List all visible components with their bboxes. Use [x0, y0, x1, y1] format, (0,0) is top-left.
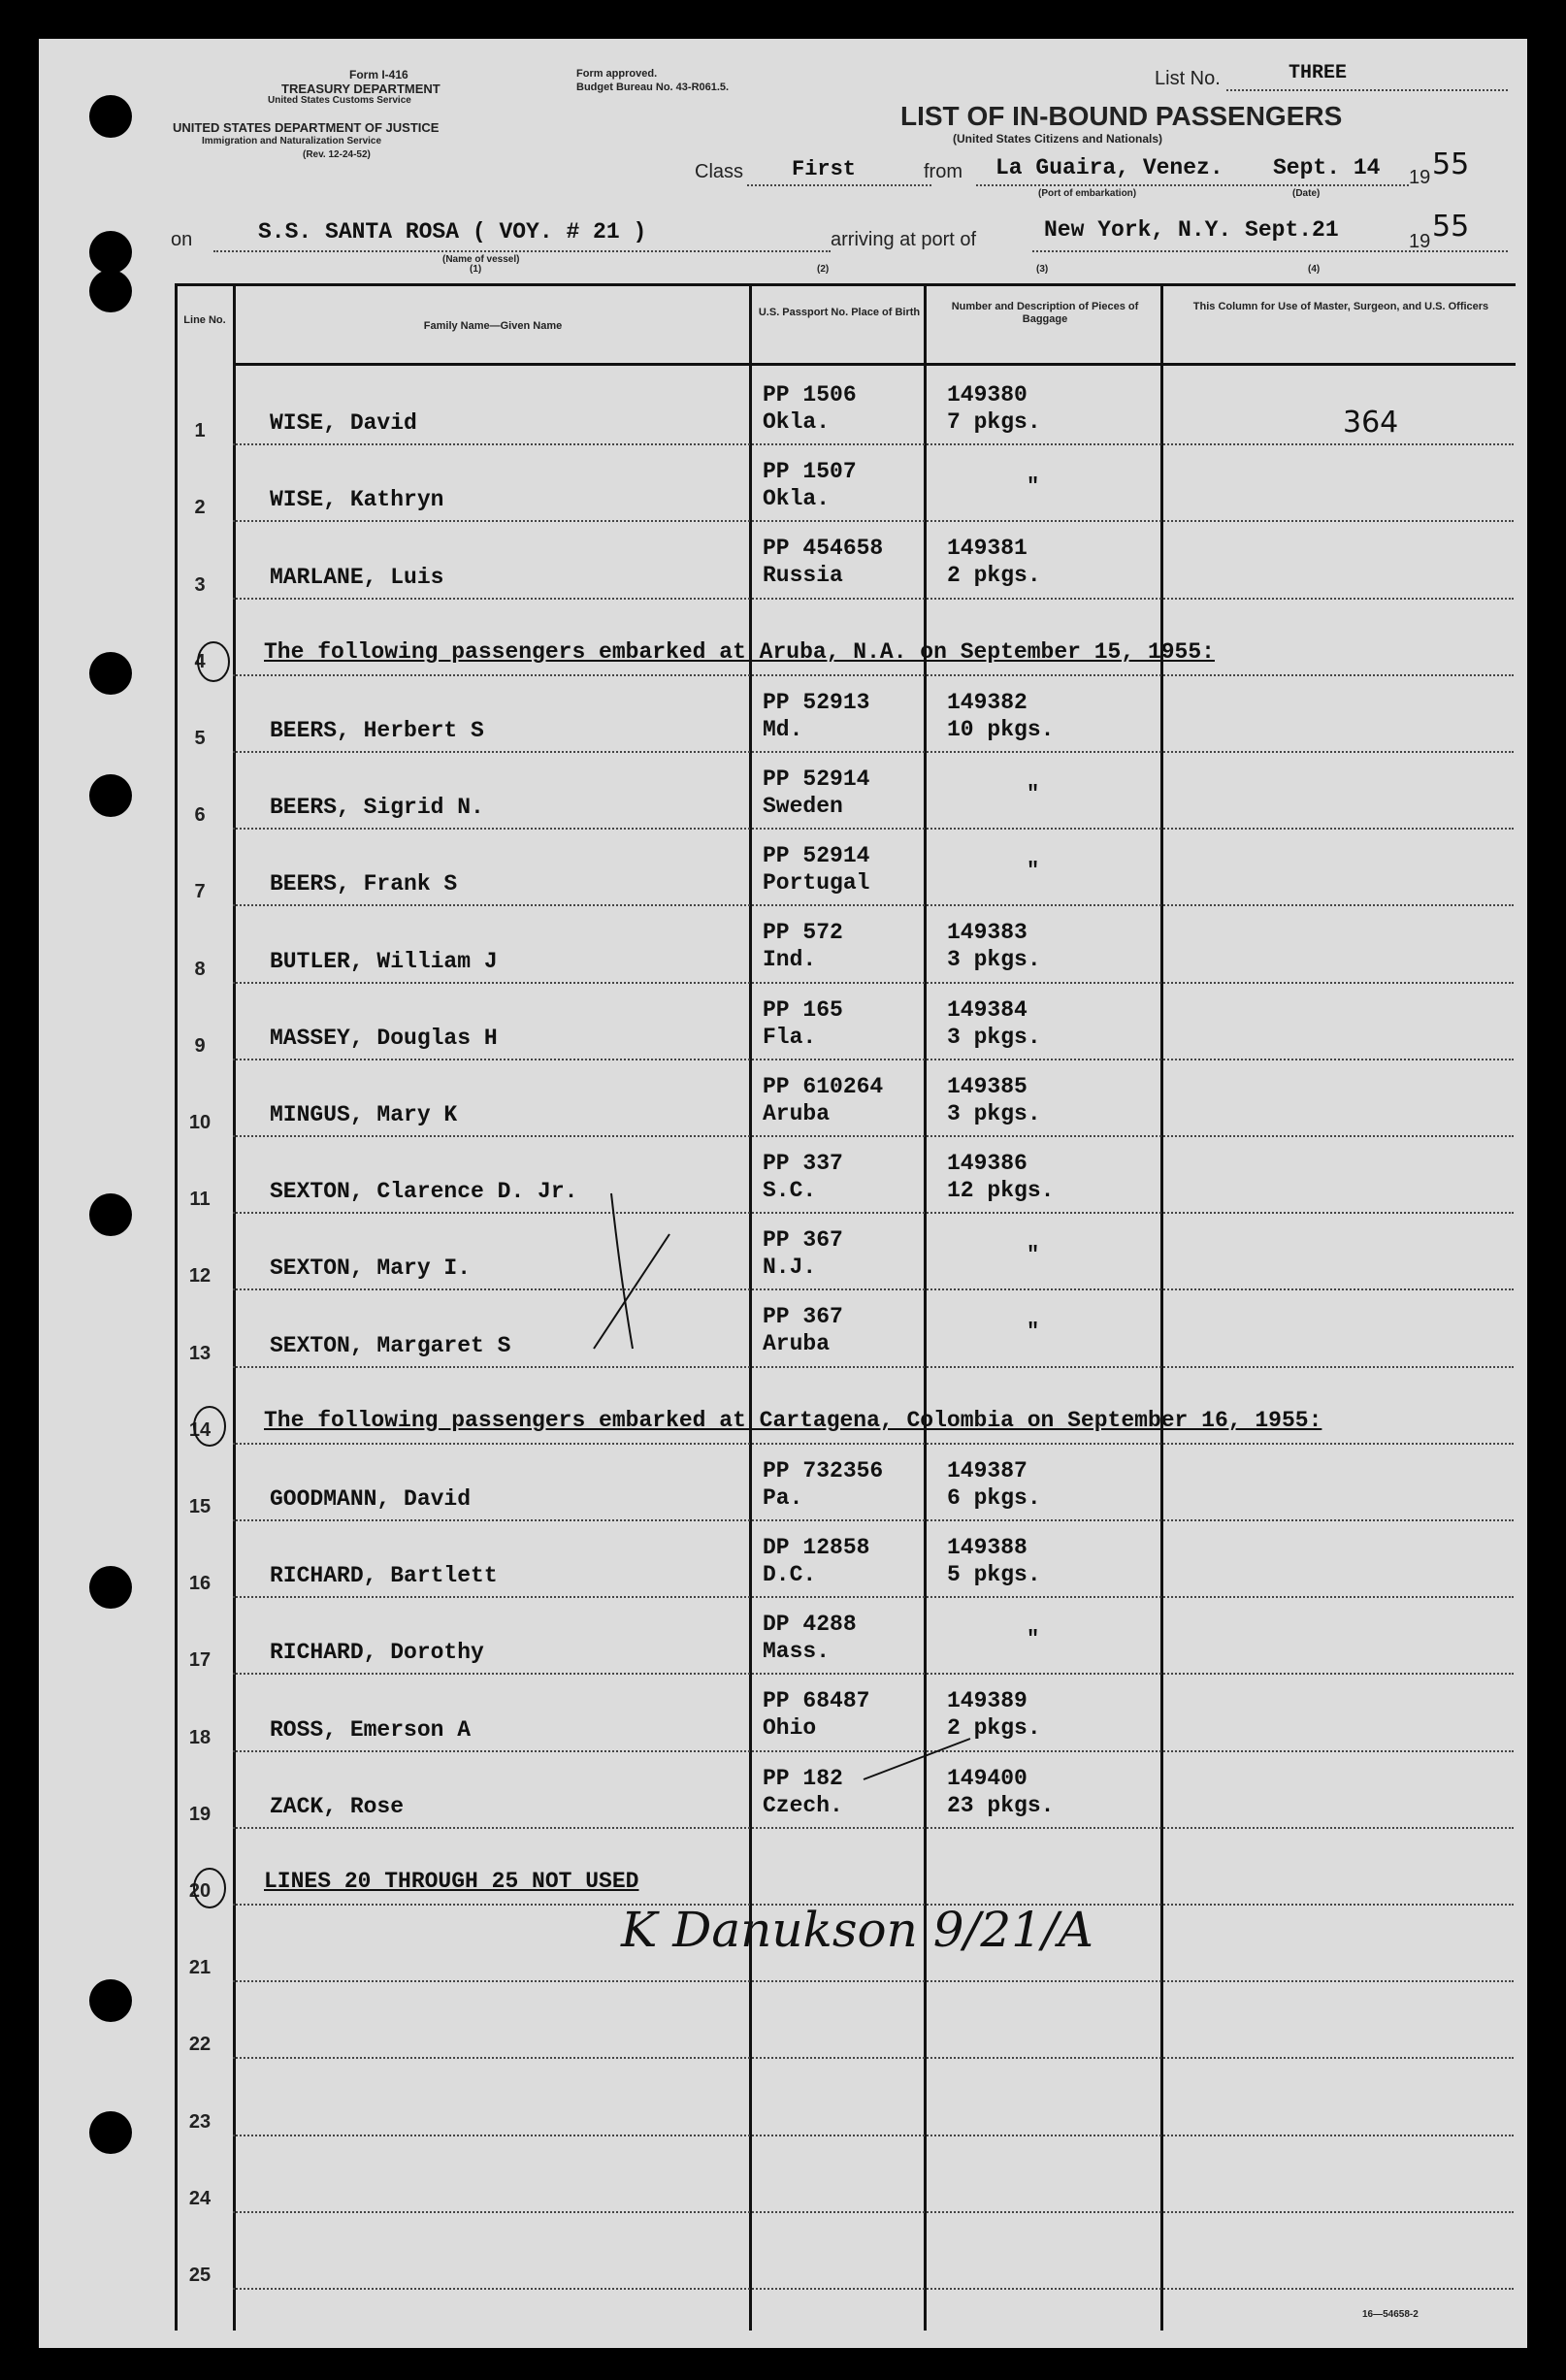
- place-of-birth: Sweden: [763, 794, 843, 819]
- line-number: 19: [188, 1803, 212, 1825]
- baggage-pieces: 10 pkgs.: [947, 716, 1055, 742]
- year-value: 55: [1432, 147, 1470, 181]
- place-of-birth: Ohio: [763, 1715, 817, 1742]
- class-value: First: [792, 157, 857, 181]
- line-number: 4: [194, 650, 206, 672]
- passport-number: PP 165: [763, 996, 843, 1023]
- passenger-name: SEXTON, Clarence D. Jr.: [270, 1179, 578, 1205]
- baggage-pieces: 6 pkgs.: [947, 1484, 1041, 1511]
- arrival-port-date: New York, N.Y. Sept.21: [1044, 217, 1339, 243]
- passport-number: PP 732356: [763, 1457, 884, 1483]
- place-of-birth: Okla.: [763, 486, 831, 512]
- passport-number: PP 182: [763, 1765, 843, 1791]
- vessel-caption: (Name of vessel): [442, 254, 520, 265]
- date-caption: (Date): [1292, 188, 1321, 199]
- passenger-name: BEERS, Sigrid N.: [270, 795, 484, 821]
- place-of-birth: Md.: [763, 716, 803, 742]
- customs-service: United States Customs Service: [268, 95, 411, 106]
- line-number: 21: [188, 1957, 212, 1979]
- baggage-number: 149381: [947, 536, 1028, 562]
- baggage-number: 149385: [947, 1073, 1028, 1099]
- line-number: 2: [194, 497, 206, 519]
- passport-number: PP 454658: [763, 536, 884, 562]
- passport-number: PP 1507: [763, 459, 857, 485]
- passport-number: PP 572: [763, 920, 843, 946]
- place-of-birth: Fla.: [763, 1024, 817, 1050]
- arriving-label: arriving at port of: [831, 229, 977, 250]
- baggage-pieces: 7 pkgs.: [947, 409, 1041, 435]
- line-number: 23: [188, 2110, 212, 2133]
- baggage-number: 149387: [947, 1457, 1028, 1483]
- passenger-name: BEERS, Frank S: [270, 871, 458, 897]
- line-number: 5: [194, 728, 206, 749]
- passenger-name: RICHARD, Bartlett: [270, 1563, 498, 1589]
- baggage-number: 149380: [947, 382, 1028, 408]
- line-number: 25: [188, 2265, 212, 2286]
- from-label: from: [924, 161, 962, 182]
- line-number: 14: [188, 1418, 212, 1441]
- section-note: The following passengers embarked at Cartagena, Colombia on September 16, 1955:: [264, 1407, 1322, 1433]
- footer-code: 16—54658-2: [1362, 2309, 1419, 2320]
- immigration-service: Immigration and Naturalization Service: [202, 136, 382, 147]
- line-number: 12: [188, 1265, 212, 1288]
- line-number: 7: [194, 881, 206, 903]
- passenger-name: BEERS, Herbert S: [270, 718, 484, 743]
- page-subtitle: (United States Citizens and Nationals): [953, 132, 1163, 146]
- passenger-name: BUTLER, William J: [270, 948, 498, 974]
- ditto-mark: ": [1027, 782, 1040, 806]
- col-header-line-no: Line No.: [183, 314, 226, 326]
- place-of-birth: Portugal: [763, 870, 870, 897]
- passenger-name: MARLANE, Luis: [270, 564, 444, 590]
- col-caption-1: (1): [470, 264, 482, 275]
- list-no-label: List No.: [1155, 68, 1221, 89]
- section-note: The following passengers embarked at Aruba, N.A. on September 15, 1955:: [264, 638, 1215, 665]
- line-number: 10: [188, 1112, 212, 1133]
- passport-number: PP 68487: [763, 1688, 870, 1714]
- passenger-name: SEXTON, Margaret S: [270, 1332, 511, 1358]
- passport-number: PP 52914: [763, 766, 870, 792]
- baggage-number: 149388: [947, 1535, 1028, 1560]
- on-label: on: [171, 229, 193, 250]
- place-of-birth: Czech.: [763, 1792, 843, 1818]
- ditto-mark: ": [1027, 474, 1040, 500]
- passport-number: DP 4288: [763, 1612, 857, 1638]
- passport-number: PP 52913: [763, 689, 870, 715]
- passenger-name: RICHARD, Dorothy: [270, 1640, 484, 1666]
- col-caption-3: (3): [1036, 264, 1049, 275]
- line-number: 20: [188, 1880, 212, 1902]
- ditto-mark: ": [1027, 1320, 1040, 1345]
- line-number: 1: [194, 420, 206, 442]
- form-approved: Form approved.: [576, 68, 658, 80]
- page-title: LIST OF IN-BOUND PASSENGERS: [900, 101, 1343, 131]
- passport-number: PP 337: [763, 1151, 843, 1176]
- passport-number: PP 52914: [763, 843, 870, 869]
- inspector-signature: K Danukson 9/21/A: [621, 1902, 1093, 1958]
- manifest-sheet: [39, 39, 1527, 2348]
- place-of-birth: Aruba: [763, 1100, 831, 1126]
- passenger-name: GOODMANN, David: [270, 1486, 472, 1512]
- line-number: 13: [188, 1342, 212, 1364]
- treasury-dept: TREASURY DEPARTMENT: [281, 82, 440, 96]
- passport-number: PP 367: [763, 1304, 843, 1330]
- baggage-pieces: 2 pkgs.: [947, 563, 1041, 589]
- line-number: 16: [188, 1573, 212, 1595]
- arrival-year-prefix: 19: [1409, 231, 1431, 252]
- place-of-birth: Pa.: [763, 1484, 803, 1511]
- line-number: 9: [194, 1034, 206, 1057]
- section-note: LINES 20 THROUGH 25 NOT USED: [264, 1869, 639, 1894]
- port-of-embarkation: La Guaira, Venez.: [995, 155, 1223, 180]
- passenger-name: MINGUS, Mary K: [270, 1102, 458, 1127]
- passport-number: PP 610264: [763, 1073, 884, 1099]
- col-header-baggage: Number and Description of Pieces of Baggage: [951, 301, 1139, 325]
- ditto-mark: ": [1027, 1627, 1040, 1652]
- passenger-name: SEXTON, Mary I.: [270, 1255, 472, 1282]
- list-no-value: THREE: [1289, 62, 1348, 84]
- baggage-pieces: 5 pkgs.: [947, 1562, 1041, 1587]
- baggage-number: 149384: [947, 996, 1028, 1023]
- arrival-year-value: 55: [1432, 210, 1470, 244]
- place-of-birth: N.J.: [763, 1255, 817, 1281]
- place-of-birth: Russia: [763, 563, 843, 589]
- line-number: 6: [194, 804, 206, 827]
- ditto-mark: ": [1027, 859, 1040, 884]
- col-header-name: Family Name—Given Name: [423, 320, 563, 332]
- line-number: 24: [188, 2187, 212, 2209]
- line-number: 11: [189, 1189, 211, 1211]
- baggage-pieces: 2 pkgs.: [947, 1715, 1041, 1742]
- budget-bureau: Budget Bureau No. 43-R061.5.: [576, 82, 730, 93]
- revision: (Rev. 12-24-52): [303, 149, 371, 160]
- justice-dept: UNITED STATES DEPARTMENT OF JUSTICE: [173, 120, 440, 135]
- passenger-name: WISE, Kathryn: [270, 487, 444, 513]
- place-of-birth: Ind.: [763, 947, 817, 973]
- baggage-pieces: 12 pkgs.: [947, 1178, 1055, 1203]
- passport-number: PP 1506: [763, 382, 857, 408]
- passenger-name: ZACK, Rose: [270, 1793, 405, 1819]
- baggage-number: 149400: [947, 1765, 1028, 1791]
- baggage-number: 149389: [947, 1688, 1028, 1714]
- place-of-birth: Aruba: [763, 1331, 831, 1357]
- baggage-pieces: 3 pkgs.: [947, 947, 1041, 973]
- place-of-birth: Okla.: [763, 409, 831, 435]
- form-number: Form I-416: [349, 68, 408, 82]
- line-number: 15: [188, 1496, 212, 1517]
- baggage-number: 149382: [947, 689, 1028, 715]
- line-number: 18: [188, 1726, 212, 1748]
- baggage-number: 149386: [947, 1151, 1028, 1176]
- vessel-name: S.S. SANTA ROSA ( VOY. # 21 ): [258, 219, 647, 245]
- passport-number: DP 12858: [763, 1535, 870, 1560]
- passenger-name: MASSEY, Douglas H: [270, 1025, 498, 1051]
- baggage-number: 149383: [947, 920, 1028, 946]
- baggage-pieces: 3 pkgs.: [947, 1024, 1041, 1050]
- departure-date: Sept. 14: [1273, 155, 1381, 180]
- baggage-pieces: 23 pkgs.: [947, 1792, 1055, 1818]
- col-header-passport: U.S. Passport No. Place of Birth: [758, 307, 921, 318]
- place-of-birth: S.C.: [763, 1178, 817, 1203]
- passport-number: PP 367: [763, 1227, 843, 1254]
- place-of-birth: Mass.: [763, 1639, 831, 1665]
- ditto-mark: ": [1027, 1243, 1040, 1268]
- place-of-birth: D.C.: [763, 1562, 817, 1587]
- col-caption-4: (4): [1308, 264, 1321, 275]
- line-number: 8: [194, 958, 206, 980]
- pen-marks: [39, 39, 1527, 2348]
- line-number: 22: [188, 2034, 212, 2056]
- class-label: Class: [695, 161, 744, 182]
- baggage-pieces: 3 pkgs.: [947, 1100, 1041, 1126]
- line-number: 17: [188, 1649, 212, 1672]
- year-prefix: 19: [1409, 167, 1431, 188]
- port-caption: (Port of embarkation): [1038, 188, 1137, 199]
- passenger-name: ROSS, Emerson A: [270, 1716, 472, 1743]
- col-caption-2: (2): [817, 264, 830, 275]
- line-number: 3: [194, 573, 206, 596]
- col-header-officers: This Column for Use of Master, Surgeon, and U.S. Officers: [1192, 301, 1489, 312]
- passenger-name: WISE, David: [270, 410, 417, 437]
- officer-note: 364: [1343, 406, 1399, 440]
